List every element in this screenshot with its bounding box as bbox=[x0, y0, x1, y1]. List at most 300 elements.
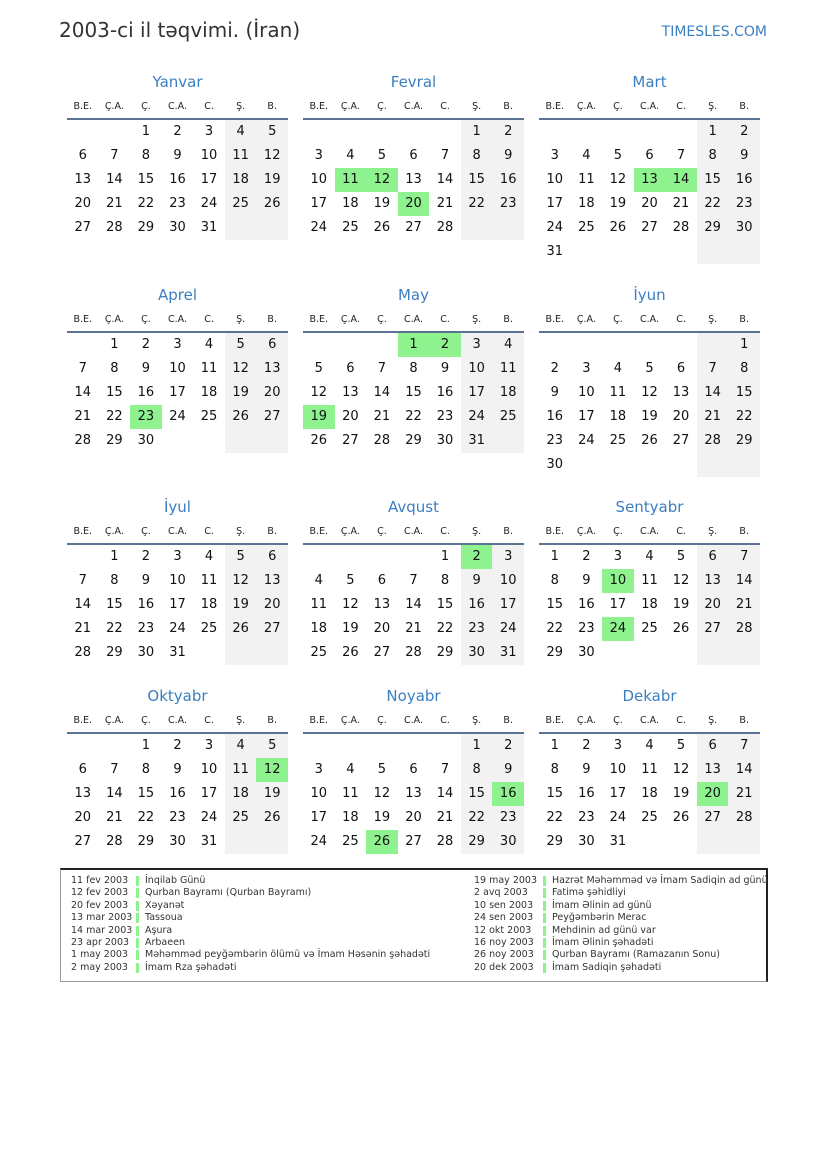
day-cell[interactable]: 19 bbox=[342, 621, 359, 636]
day-cell[interactable]: 17 bbox=[461, 381, 493, 405]
day-cell[interactable]: 25 bbox=[310, 645, 328, 660]
day-cell[interactable]: 31 bbox=[461, 429, 493, 453]
day-cell[interactable]: 25 bbox=[609, 433, 627, 448]
day-cell[interactable]: 29 bbox=[405, 433, 422, 448]
day-cell[interactable]: 30 bbox=[461, 641, 493, 665]
day-cell[interactable]: 17 bbox=[200, 172, 218, 187]
day-cell[interactable]: 22 bbox=[728, 405, 760, 429]
day-cell[interactable]: 3 bbox=[550, 148, 559, 163]
day-cell[interactable]: 15 bbox=[461, 782, 493, 806]
day-cell[interactable]: 28 bbox=[728, 617, 760, 641]
day-cell[interactable]: 16 bbox=[137, 385, 155, 400]
day-cell[interactable]: 8 bbox=[440, 573, 450, 588]
day-cell[interactable]: 12 bbox=[672, 573, 690, 588]
day-cell[interactable]: 1 bbox=[550, 549, 559, 564]
day-cell[interactable]: 4 bbox=[645, 738, 654, 753]
day-cell[interactable]: 24 bbox=[310, 834, 328, 849]
day-cell[interactable]: 20 bbox=[342, 409, 359, 424]
day-cell[interactable]: 9 bbox=[492, 758, 524, 782]
day-cell[interactable]: 14 bbox=[106, 786, 123, 801]
day-cell[interactable]: 27 bbox=[641, 220, 658, 235]
day-cell[interactable]: 19 bbox=[225, 381, 257, 405]
day-cell[interactable]: 10 bbox=[310, 172, 328, 187]
day-cell[interactable]: 18 bbox=[641, 786, 658, 801]
day-cell[interactable]: 7 bbox=[676, 148, 686, 163]
day-cell[interactable]: 26 bbox=[256, 806, 288, 830]
day-cell[interactable]: 3 bbox=[314, 148, 323, 163]
day-cell[interactable]: 22 bbox=[137, 810, 155, 825]
day-cell[interactable]: 18 bbox=[225, 782, 257, 806]
day-cell[interactable]: 12 bbox=[256, 144, 288, 168]
day-cell[interactable]: 9 bbox=[492, 144, 524, 168]
day-cell[interactable]: 26 bbox=[225, 405, 257, 429]
day-cell[interactable]: 10 bbox=[169, 573, 186, 588]
day-cell[interactable]: 24 bbox=[169, 621, 186, 636]
day-cell[interactable]: 14 bbox=[436, 172, 454, 187]
day-cell[interactable]: 20 bbox=[256, 593, 288, 617]
holiday-day-cell[interactable]: 20 bbox=[398, 192, 430, 216]
day-cell[interactable]: 8 bbox=[110, 361, 119, 376]
day-cell[interactable]: 20 bbox=[74, 810, 92, 825]
holiday-day-cell[interactable]: 13 bbox=[634, 168, 666, 192]
day-cell[interactable]: 18 bbox=[578, 196, 595, 211]
day-cell[interactable]: 18 bbox=[492, 381, 524, 405]
day-cell[interactable]: 22 bbox=[546, 621, 564, 636]
day-cell[interactable]: 4 bbox=[204, 549, 214, 564]
holiday-day-cell[interactable]: 16 bbox=[492, 782, 524, 806]
day-cell[interactable]: 27 bbox=[342, 433, 359, 448]
day-cell[interactable]: 17 bbox=[609, 597, 627, 612]
day-cell[interactable]: 3 bbox=[582, 361, 591, 376]
holiday-day-cell[interactable]: 19 bbox=[303, 405, 335, 429]
day-cell[interactable]: 6 bbox=[409, 762, 418, 777]
day-cell[interactable]: 16 bbox=[728, 168, 760, 192]
day-cell[interactable]: 28 bbox=[106, 834, 123, 849]
day-cell[interactable]: 12 bbox=[310, 385, 328, 400]
day-cell[interactable]: 8 bbox=[461, 144, 493, 168]
holiday-day-cell[interactable]: 20 bbox=[697, 782, 729, 806]
day-cell[interactable]: 13 bbox=[74, 172, 92, 187]
day-cell[interactable]: 28 bbox=[373, 433, 391, 448]
day-cell[interactable]: 10 bbox=[169, 361, 186, 376]
day-cell[interactable]: 29 bbox=[728, 429, 760, 453]
day-cell[interactable]: 13 bbox=[74, 786, 92, 801]
day-cell[interactable]: 2 bbox=[141, 337, 151, 352]
day-cell[interactable]: 16 bbox=[169, 172, 186, 187]
day-cell[interactable]: 28 bbox=[74, 645, 92, 660]
day-cell[interactable]: 17 bbox=[200, 786, 218, 801]
day-cell[interactable]: 17 bbox=[492, 593, 524, 617]
day-cell[interactable]: 20 bbox=[672, 409, 690, 424]
day-cell[interactable]: 9 bbox=[461, 569, 493, 593]
day-cell[interactable]: 7 bbox=[728, 545, 760, 569]
day-cell[interactable]: 5 bbox=[676, 738, 686, 753]
day-cell[interactable]: 3 bbox=[613, 549, 623, 564]
day-cell[interactable]: 1 bbox=[110, 337, 119, 352]
day-cell[interactable]: 17 bbox=[310, 196, 328, 211]
day-cell[interactable]: 9 bbox=[440, 361, 450, 376]
day-cell[interactable]: 23 bbox=[728, 192, 760, 216]
day-cell[interactable]: 18 bbox=[200, 385, 218, 400]
day-cell[interactable]: 18 bbox=[200, 597, 218, 612]
day-cell[interactable]: 3 bbox=[314, 762, 323, 777]
day-cell[interactable]: 16 bbox=[578, 786, 595, 801]
day-cell[interactable]: 12 bbox=[609, 172, 627, 187]
day-cell[interactable]: 8 bbox=[550, 762, 559, 777]
day-cell[interactable]: 21 bbox=[373, 409, 391, 424]
day-cell[interactable]: 12 bbox=[225, 357, 257, 381]
day-cell[interactable]: 8 bbox=[141, 148, 151, 163]
day-cell[interactable]: 30 bbox=[169, 834, 186, 849]
day-cell[interactable]: 12 bbox=[641, 385, 658, 400]
day-cell[interactable]: 25 bbox=[578, 220, 595, 235]
day-cell[interactable]: 19 bbox=[256, 782, 288, 806]
day-cell[interactable]: 11 bbox=[641, 573, 658, 588]
day-cell[interactable]: 6 bbox=[78, 148, 87, 163]
day-cell[interactable]: 14 bbox=[728, 758, 760, 782]
day-cell[interactable]: 27 bbox=[405, 220, 422, 235]
day-cell[interactable]: 10 bbox=[546, 172, 564, 187]
day-cell[interactable]: 5 bbox=[377, 148, 387, 163]
day-cell[interactable]: 14 bbox=[373, 385, 391, 400]
day-cell[interactable]: 21 bbox=[74, 621, 92, 636]
day-cell[interactable]: 9 bbox=[582, 762, 591, 777]
day-cell[interactable]: 23 bbox=[169, 810, 186, 825]
day-cell[interactable]: 14 bbox=[405, 597, 422, 612]
day-cell[interactable]: 13 bbox=[256, 569, 288, 593]
holiday-day-cell[interactable]: 24 bbox=[602, 617, 634, 641]
day-cell[interactable]: 21 bbox=[106, 196, 123, 211]
day-cell[interactable]: 13 bbox=[256, 357, 288, 381]
day-cell[interactable]: 25 bbox=[492, 405, 524, 429]
day-cell[interactable]: 1 bbox=[461, 734, 493, 758]
day-cell[interactable]: 26 bbox=[225, 617, 257, 641]
day-cell[interactable]: 2 bbox=[141, 549, 151, 564]
day-cell[interactable]: 25 bbox=[641, 621, 658, 636]
day-cell[interactable]: 13 bbox=[405, 786, 422, 801]
day-cell[interactable]: 22 bbox=[137, 196, 155, 211]
day-cell[interactable]: 25 bbox=[225, 806, 257, 830]
day-cell[interactable]: 21 bbox=[672, 196, 690, 211]
day-cell[interactable]: 7 bbox=[78, 573, 87, 588]
day-cell[interactable]: 8 bbox=[697, 144, 729, 168]
day-cell[interactable]: 7 bbox=[697, 357, 729, 381]
day-cell[interactable]: 25 bbox=[641, 810, 658, 825]
day-cell[interactable]: 26 bbox=[609, 220, 627, 235]
day-cell[interactable]: 18 bbox=[310, 621, 328, 636]
day-cell[interactable]: 5 bbox=[256, 734, 288, 758]
day-cell[interactable]: 28 bbox=[728, 806, 760, 830]
day-cell[interactable]: 23 bbox=[492, 806, 524, 830]
day-cell[interactable]: 30 bbox=[436, 433, 454, 448]
day-cell[interactable]: 27 bbox=[74, 220, 92, 235]
day-cell[interactable]: 26 bbox=[672, 810, 690, 825]
day-cell[interactable]: 24 bbox=[310, 220, 328, 235]
day-cell[interactable]: 22 bbox=[106, 621, 123, 636]
day-cell[interactable]: 29 bbox=[697, 216, 729, 240]
day-cell[interactable]: 18 bbox=[609, 409, 627, 424]
day-cell[interactable]: 15 bbox=[436, 597, 454, 612]
day-cell[interactable]: 6 bbox=[645, 148, 654, 163]
day-cell[interactable]: 2 bbox=[582, 549, 591, 564]
day-cell[interactable]: 19 bbox=[225, 593, 257, 617]
day-cell[interactable]: 28 bbox=[672, 220, 690, 235]
day-cell[interactable]: 25 bbox=[342, 220, 359, 235]
day-cell[interactable]: 9 bbox=[173, 762, 182, 777]
day-cell[interactable]: 29 bbox=[137, 834, 155, 849]
day-cell[interactable]: 22 bbox=[697, 192, 729, 216]
day-cell[interactable]: 21 bbox=[436, 810, 454, 825]
day-cell[interactable]: 29 bbox=[461, 830, 493, 854]
day-cell[interactable]: 30 bbox=[578, 834, 595, 849]
day-cell[interactable]: 10 bbox=[310, 786, 328, 801]
day-cell[interactable]: 25 bbox=[200, 621, 218, 636]
day-cell[interactable]: 30 bbox=[728, 216, 760, 240]
day-cell[interactable]: 10 bbox=[200, 148, 218, 163]
day-cell[interactable]: 15 bbox=[546, 597, 564, 612]
day-cell[interactable]: 22 bbox=[405, 409, 422, 424]
day-cell[interactable]: 22 bbox=[546, 810, 564, 825]
day-cell[interactable]: 26 bbox=[256, 192, 288, 216]
day-cell[interactable]: 20 bbox=[641, 196, 658, 211]
day-cell[interactable]: 15 bbox=[137, 172, 155, 187]
holiday-day-cell[interactable]: 12 bbox=[366, 168, 398, 192]
day-cell[interactable]: 24 bbox=[546, 220, 564, 235]
holiday-day-cell[interactable]: 11 bbox=[335, 168, 367, 192]
day-cell[interactable]: 4 bbox=[314, 573, 323, 588]
day-cell[interactable]: 3 bbox=[204, 124, 214, 139]
day-cell[interactable]: 12 bbox=[373, 786, 391, 801]
day-cell[interactable]: 1 bbox=[461, 120, 493, 144]
day-cell[interactable]: 6 bbox=[78, 762, 87, 777]
day-cell[interactable]: 2 bbox=[492, 120, 524, 144]
day-cell[interactable]: 19 bbox=[641, 409, 658, 424]
day-cell[interactable]: 9 bbox=[582, 573, 591, 588]
holiday-day-cell[interactable]: 26 bbox=[366, 830, 398, 854]
day-cell[interactable]: 11 bbox=[492, 357, 524, 381]
day-cell[interactable]: 14 bbox=[728, 569, 760, 593]
day-cell[interactable]: 16 bbox=[461, 593, 493, 617]
day-cell[interactable]: 10 bbox=[578, 385, 595, 400]
day-cell[interactable]: 28 bbox=[74, 433, 92, 448]
day-cell[interactable]: 3 bbox=[173, 549, 182, 564]
holiday-day-cell[interactable]: 10 bbox=[602, 569, 634, 593]
day-cell[interactable]: 15 bbox=[405, 385, 422, 400]
day-cell[interactable]: 5 bbox=[346, 573, 355, 588]
day-cell[interactable]: 16 bbox=[137, 597, 155, 612]
day-cell[interactable]: 29 bbox=[106, 433, 123, 448]
day-cell[interactable]: 10 bbox=[200, 762, 218, 777]
day-cell[interactable]: 18 bbox=[225, 168, 257, 192]
day-cell[interactable]: 21 bbox=[106, 810, 123, 825]
day-cell[interactable]: 13 bbox=[342, 385, 359, 400]
day-cell[interactable]: 23 bbox=[492, 192, 524, 216]
day-cell[interactable]: 3 bbox=[461, 333, 493, 357]
day-cell[interactable]: 4 bbox=[492, 333, 524, 357]
day-cell[interactable]: 28 bbox=[436, 220, 454, 235]
holiday-day-cell[interactable]: 12 bbox=[256, 758, 288, 782]
day-cell[interactable]: 16 bbox=[436, 385, 454, 400]
day-cell[interactable]: 14 bbox=[74, 385, 92, 400]
day-cell[interactable]: 29 bbox=[106, 645, 123, 660]
day-cell[interactable]: 19 bbox=[672, 786, 690, 801]
day-cell[interactable]: 25 bbox=[225, 192, 257, 216]
day-cell[interactable]: 22 bbox=[106, 409, 123, 424]
day-cell[interactable]: 18 bbox=[641, 597, 658, 612]
day-cell[interactable]: 21 bbox=[697, 405, 729, 429]
day-cell[interactable]: 31 bbox=[200, 834, 218, 849]
day-cell[interactable]: 7 bbox=[409, 573, 418, 588]
day-cell[interactable]: 5 bbox=[225, 545, 257, 569]
day-cell[interactable]: 7 bbox=[440, 148, 450, 163]
day-cell[interactable]: 9 bbox=[728, 144, 760, 168]
day-cell[interactable]: 15 bbox=[137, 786, 155, 801]
day-cell[interactable]: 15 bbox=[546, 786, 564, 801]
day-cell[interactable]: 17 bbox=[310, 810, 328, 825]
day-cell[interactable]: 2 bbox=[582, 738, 591, 753]
day-cell[interactable]: 30 bbox=[578, 645, 595, 660]
day-cell[interactable]: 27 bbox=[697, 806, 729, 830]
day-cell[interactable]: 18 bbox=[342, 196, 359, 211]
day-cell[interactable]: 5 bbox=[225, 333, 257, 357]
day-cell[interactable]: 20 bbox=[405, 810, 422, 825]
day-cell[interactable]: 11 bbox=[225, 758, 257, 782]
day-cell[interactable]: 17 bbox=[546, 196, 564, 211]
day-cell[interactable]: 27 bbox=[373, 645, 391, 660]
day-cell[interactable]: 8 bbox=[141, 762, 151, 777]
day-cell[interactable]: 13 bbox=[405, 172, 422, 187]
day-cell[interactable]: 4 bbox=[204, 337, 214, 352]
day-cell[interactable]: 21 bbox=[74, 409, 92, 424]
day-cell[interactable]: 16 bbox=[546, 409, 564, 424]
day-cell[interactable]: 24 bbox=[200, 196, 218, 211]
day-cell[interactable]: 17 bbox=[609, 786, 627, 801]
day-cell[interactable]: 27 bbox=[256, 405, 288, 429]
day-cell[interactable]: 5 bbox=[676, 549, 686, 564]
day-cell[interactable]: 2 bbox=[173, 738, 182, 753]
day-cell[interactable]: 11 bbox=[641, 762, 658, 777]
holiday-day-cell[interactable]: 23 bbox=[130, 405, 162, 429]
day-cell[interactable]: 11 bbox=[578, 172, 595, 187]
day-cell[interactable]: 29 bbox=[546, 834, 564, 849]
day-cell[interactable]: 4 bbox=[582, 148, 591, 163]
day-cell[interactable]: 9 bbox=[550, 385, 559, 400]
day-cell[interactable]: 13 bbox=[697, 569, 729, 593]
day-cell[interactable]: 11 bbox=[310, 597, 328, 612]
day-cell[interactable]: 6 bbox=[409, 148, 418, 163]
day-cell[interactable]: 27 bbox=[697, 617, 729, 641]
day-cell[interactable]: 7 bbox=[728, 734, 760, 758]
day-cell[interactable]: 20 bbox=[373, 621, 391, 636]
day-cell[interactable]: 28 bbox=[106, 220, 123, 235]
day-cell[interactable]: 9 bbox=[173, 148, 182, 163]
day-cell[interactable]: 16 bbox=[578, 597, 595, 612]
day-cell[interactable]: 30 bbox=[137, 433, 155, 448]
day-cell[interactable]: 15 bbox=[106, 385, 123, 400]
day-cell[interactable]: 7 bbox=[110, 148, 119, 163]
day-cell[interactable]: 4 bbox=[346, 148, 355, 163]
day-cell[interactable]: 24 bbox=[609, 810, 627, 825]
day-cell[interactable]: 24 bbox=[200, 810, 218, 825]
day-cell[interactable]: 9 bbox=[141, 573, 151, 588]
day-cell[interactable]: 27 bbox=[256, 617, 288, 641]
day-cell[interactable]: 17 bbox=[169, 385, 186, 400]
day-cell[interactable]: 25 bbox=[200, 409, 218, 424]
day-cell[interactable]: 29 bbox=[546, 645, 564, 660]
day-cell[interactable]: 12 bbox=[225, 569, 257, 593]
day-cell[interactable]: 22 bbox=[461, 806, 493, 830]
day-cell[interactable]: 25 bbox=[342, 834, 359, 849]
day-cell[interactable]: 5 bbox=[256, 120, 288, 144]
day-cell[interactable]: 4 bbox=[225, 734, 257, 758]
day-cell[interactable]: 27 bbox=[405, 834, 422, 849]
day-cell[interactable]: 15 bbox=[461, 168, 493, 192]
day-cell[interactable]: 7 bbox=[377, 361, 387, 376]
day-cell[interactable]: 23 bbox=[578, 621, 595, 636]
day-cell[interactable]: 31 bbox=[609, 834, 627, 849]
day-cell[interactable]: 6 bbox=[346, 361, 355, 376]
day-cell[interactable]: 10 bbox=[492, 569, 524, 593]
day-cell[interactable]: 3 bbox=[492, 545, 524, 569]
day-cell[interactable]: 21 bbox=[405, 621, 422, 636]
day-cell[interactable]: 19 bbox=[256, 168, 288, 192]
day-cell[interactable]: 19 bbox=[672, 597, 690, 612]
day-cell[interactable]: 2 bbox=[550, 361, 559, 376]
day-cell[interactable]: 4 bbox=[645, 549, 654, 564]
day-cell[interactable]: 14 bbox=[697, 381, 729, 405]
day-cell[interactable]: 15 bbox=[728, 381, 760, 405]
day-cell[interactable]: 23 bbox=[461, 617, 493, 641]
day-cell[interactable]: 17 bbox=[578, 409, 595, 424]
day-cell[interactable]: 13 bbox=[373, 597, 391, 612]
day-cell[interactable]: 13 bbox=[697, 758, 729, 782]
day-cell[interactable]: 31 bbox=[169, 645, 186, 660]
day-cell[interactable]: 16 bbox=[492, 168, 524, 192]
day-cell[interactable]: 21 bbox=[728, 782, 760, 806]
day-cell[interactable]: 23 bbox=[169, 196, 186, 211]
day-cell[interactable]: 10 bbox=[461, 357, 493, 381]
day-cell[interactable]: 1 bbox=[110, 549, 119, 564]
day-cell[interactable]: 12 bbox=[672, 762, 690, 777]
day-cell[interactable]: 1 bbox=[141, 738, 151, 753]
day-cell[interactable]: 29 bbox=[436, 645, 454, 660]
day-cell[interactable]: 1 bbox=[728, 333, 760, 357]
day-cell[interactable]: 3 bbox=[613, 738, 623, 753]
day-cell[interactable]: 2 bbox=[173, 124, 182, 139]
day-cell[interactable]: 8 bbox=[110, 573, 119, 588]
day-cell[interactable]: 7 bbox=[440, 762, 450, 777]
day-cell[interactable]: 22 bbox=[461, 192, 493, 216]
day-cell[interactable]: 11 bbox=[200, 361, 218, 376]
day-cell[interactable]: 19 bbox=[373, 810, 391, 825]
day-cell[interactable]: 1 bbox=[697, 120, 729, 144]
day-cell[interactable]: 11 bbox=[342, 786, 359, 801]
day-cell[interactable]: 27 bbox=[74, 834, 92, 849]
day-cell[interactable]: 11 bbox=[225, 144, 257, 168]
day-cell[interactable]: 26 bbox=[641, 433, 658, 448]
day-cell[interactable]: 23 bbox=[546, 433, 564, 448]
day-cell[interactable]: 17 bbox=[169, 597, 186, 612]
day-cell[interactable]: 5 bbox=[645, 361, 654, 376]
day-cell[interactable]: 26 bbox=[672, 621, 690, 636]
day-cell[interactable]: 7 bbox=[110, 762, 119, 777]
day-cell[interactable]: 11 bbox=[609, 385, 627, 400]
holiday-day-cell[interactable]: 1 bbox=[398, 333, 430, 357]
day-cell[interactable]: 8 bbox=[728, 357, 760, 381]
day-cell[interactable]: 5 bbox=[613, 148, 623, 163]
day-cell[interactable]: 14 bbox=[106, 172, 123, 187]
day-cell[interactable]: 28 bbox=[405, 645, 422, 660]
